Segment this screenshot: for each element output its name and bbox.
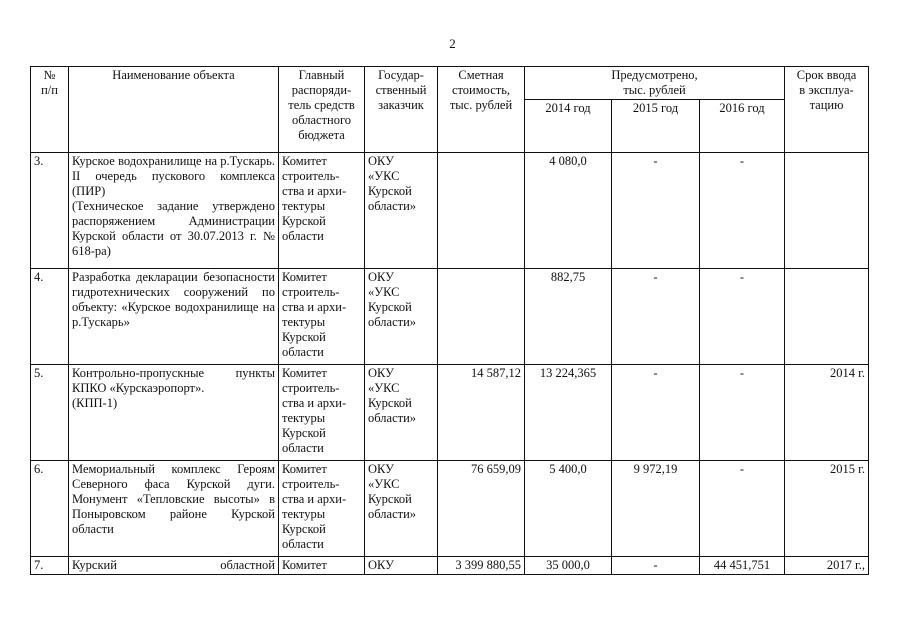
header-manager: Главный распоряди- тель средств областного бюджета (279, 67, 365, 153)
row-customer: ОКУ «УКС Курской области» (365, 269, 438, 365)
row-2014: 35 000,0 (525, 557, 612, 575)
table-row (31, 557, 869, 575)
row-2016: 44 451,751 (700, 557, 785, 575)
row-cost: 14 587,12 (438, 365, 525, 461)
objects-table (30, 66, 869, 575)
row-term (785, 153, 869, 269)
row-num: 7. (31, 557, 69, 575)
header-row (31, 67, 869, 100)
row-num: 6. (31, 461, 69, 557)
row-customer: ОКУ (365, 557, 438, 575)
row-2014: 882,75 (525, 269, 612, 365)
header-2014: 2014 год (525, 100, 612, 153)
row-2016: - (700, 461, 785, 557)
row-name: Курский областной (69, 557, 279, 575)
row-2014: 5 400,0 (525, 461, 612, 557)
row-2015: - (612, 269, 700, 365)
row-cost: 76 659,09 (438, 461, 525, 557)
row-term (785, 269, 869, 365)
row-2014: 13 224,365 (525, 365, 612, 461)
row-2016: - (700, 269, 785, 365)
header-2015: 2015 год (612, 100, 700, 153)
table-row (31, 269, 869, 365)
row-2014: 4 080,0 (525, 153, 612, 269)
row-2015: - (612, 365, 700, 461)
row-2015: - (612, 557, 700, 575)
row-term: 2015 г. (785, 461, 869, 557)
row-2015: 9 972,19 (612, 461, 700, 557)
header-name: Наименование объекта (69, 67, 279, 153)
header-num: № п/п (31, 67, 69, 153)
row-name: Мемориальный комплекс Героям Северного фаса Курской дуги. Монумент «Тепловские высоты» в Поныровском районе Курской области (69, 461, 279, 557)
row-customer: ОКУ «УКС Курской области» (365, 365, 438, 461)
row-customer: ОКУ «УКС Курской области» (365, 153, 438, 269)
row-manager: Комитет строитель- ства и архи- тектуры Курской области (279, 153, 365, 269)
header-planned: Предусмотрено, тыс. рублей (525, 67, 785, 100)
row-manager: Комитет (279, 557, 365, 575)
row-customer: ОКУ «УКС Курской области» (365, 461, 438, 557)
row-name: Разработка декларации безопасности гидротехнических сооружений по объекту: «Курское водохранилище на р.Тускарь» (69, 269, 279, 365)
row-num: 4. (31, 269, 69, 365)
row-2015: - (612, 153, 700, 269)
header-cost: Сметная стоимость, тыс. рублей (438, 67, 525, 153)
row-manager: Комитет строитель- ства и архи- тектуры Курской области (279, 365, 365, 461)
row-cost (438, 269, 525, 365)
row-name: Контрольно-пропускные пункты КПКО «Курскаэропорт». (КПП-1) (69, 365, 279, 461)
table-row (31, 153, 869, 269)
row-num: 3. (31, 153, 69, 269)
page-number: 2 (449, 36, 456, 51)
table-row (31, 365, 869, 461)
row-name: Курское водохранилище на р.Тускарь. II очередь пускового комплекса (ПИР) (Техническое задание утверждено распоряжением Администрации Курской области от 30.07.2013 г. № 618-ра) (69, 153, 279, 269)
header-2016: 2016 год (700, 100, 785, 153)
row-2016: - (700, 153, 785, 269)
row-num: 5. (31, 365, 69, 461)
header-customer: Государ- ственный заказчик (365, 67, 438, 153)
row-cost (438, 153, 525, 269)
table-row (31, 461, 869, 557)
row-term: 2017 г., (785, 557, 869, 575)
row-manager: Комитет строитель- ства и архи- тектуры Курской области (279, 461, 365, 557)
row-2016: - (700, 365, 785, 461)
row-manager: Комитет строитель- ства и архи- тектуры Курской области (279, 269, 365, 365)
header-term: Срок ввода в эксплуа- тацию (785, 67, 869, 153)
row-term: 2014 г. (785, 365, 869, 461)
row-cost: 3 399 880,55 (438, 557, 525, 575)
